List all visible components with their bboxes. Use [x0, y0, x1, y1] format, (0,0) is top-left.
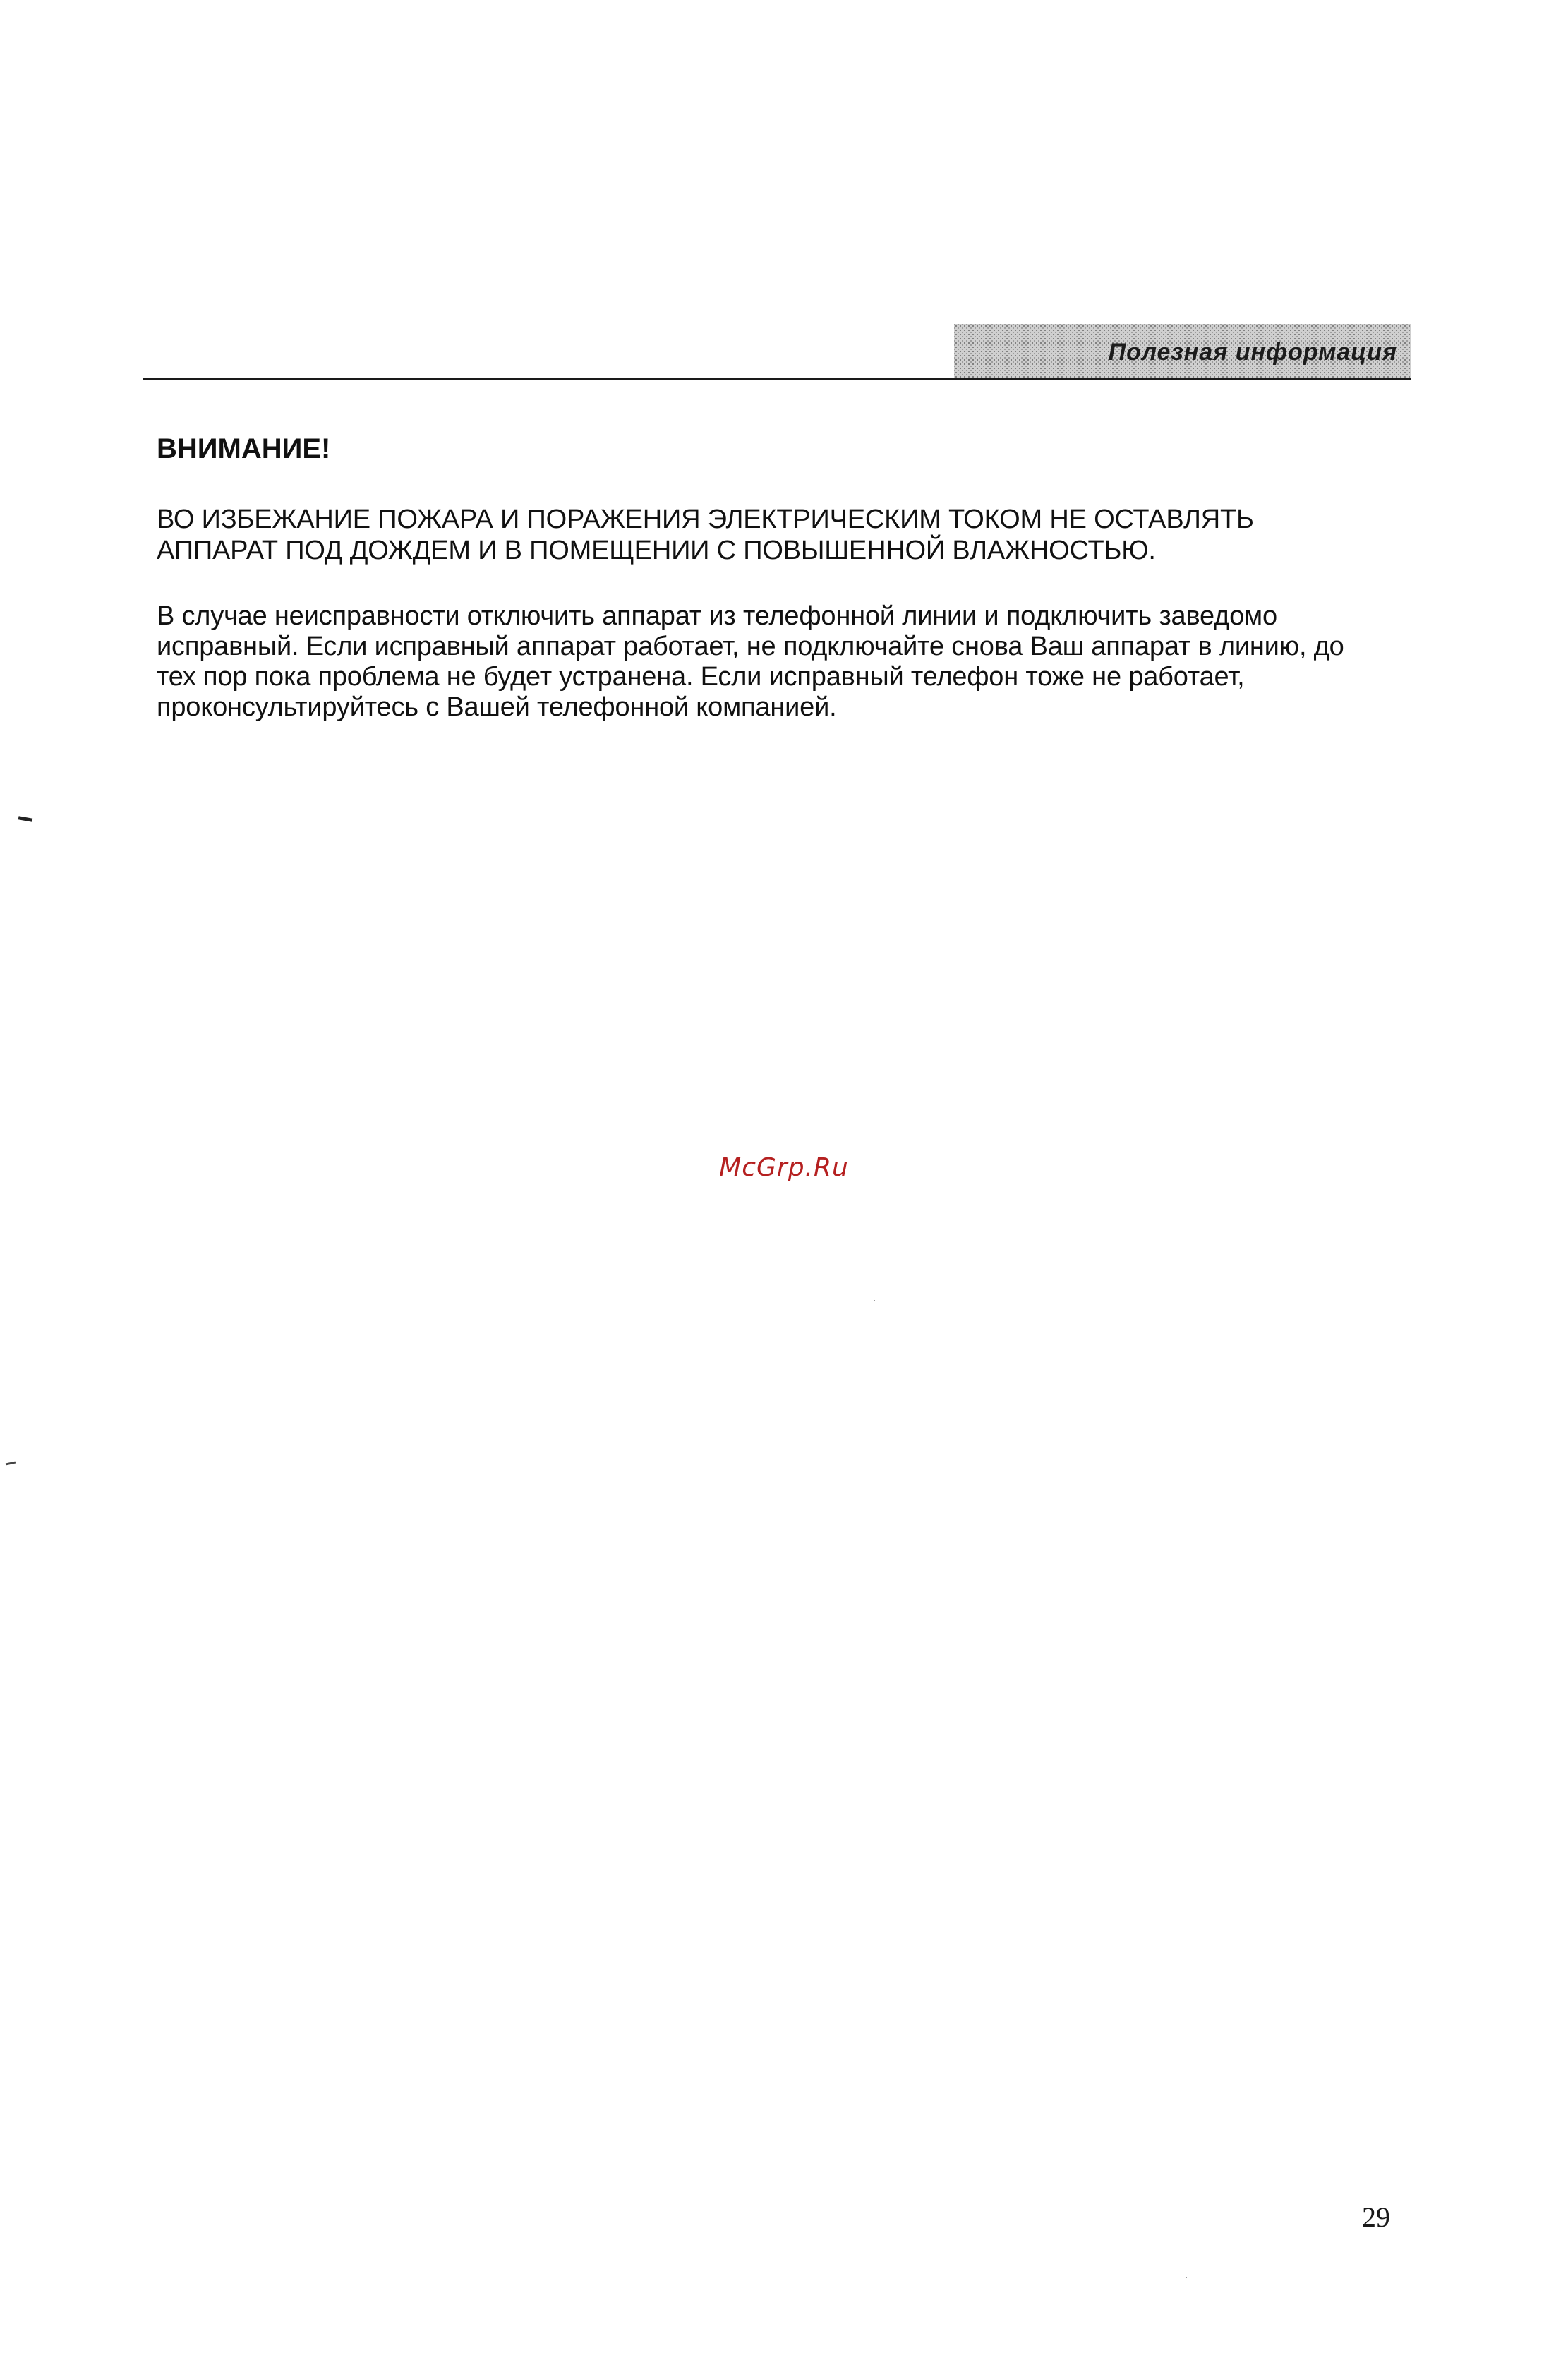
page-number: 29	[1362, 2201, 1390, 2233]
section-header-label: Полезная информация	[1108, 339, 1397, 366]
section-header-tab	[954, 324, 1411, 380]
scan-artifact-mark	[6, 1462, 16, 1466]
warning-caps-paragraph: ВО ИЗБЕЖАНИЕ ПОЖАРА И ПОРАЖЕНИЯ ЭЛЕКТРИЧЕСКИМ ТОКОМ НЕ ОСТАВЛЯТЬ АППАРАТ ПОД ДОЖДЕМ И В ПОМЕЩЕНИИ С ПОВЫШЕННОЙ ВЛАЖНОСТЬЮ.	[157, 505, 1254, 565]
header-divider	[143, 378, 1411, 380]
main-content	[157, 432, 1399, 723]
scan-artifact-mark	[18, 816, 33, 821]
troubleshooting-paragraph: В случае неисправности отключить аппарат из телефонной линии и подключить заведомо исправный. Если исправный аппарат работает, не подключайте снова Ваш аппарат в линию, до тех пор пока проблема не будет устранена. Если исправный телефон тоже не работает, проконсультируйтесь с Вашей телефонной компанией.	[157, 601, 1344, 722]
scan-artifact-dot	[1186, 2277, 1187, 2278]
scan-artifact-dot	[874, 1300, 875, 1301]
watermark-link[interactable]: McGrp.Ru	[719, 1153, 849, 1182]
warning-title: ВНИМАНИЕ!	[157, 433, 331, 464]
